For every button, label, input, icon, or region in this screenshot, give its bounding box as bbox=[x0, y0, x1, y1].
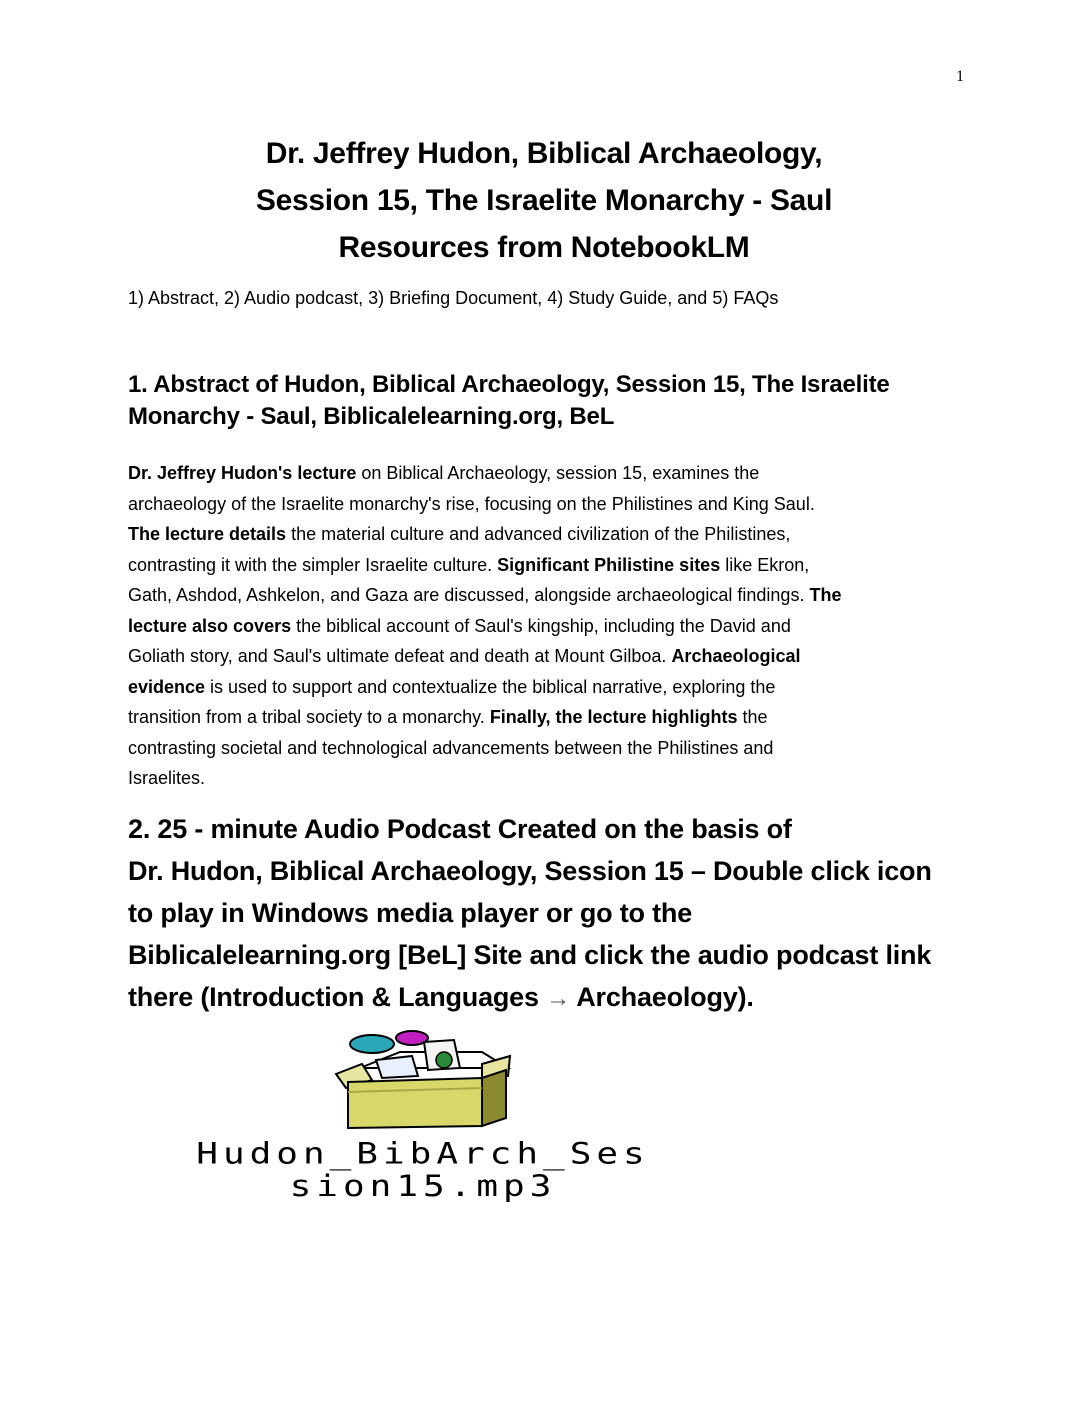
audio-file-attachment[interactable] bbox=[128, 1030, 718, 1220]
abstract-heading bbox=[128, 369, 960, 433]
heading-line: 2. 25 - minute Audio Podcast Created on the basis of bbox=[128, 814, 792, 844]
title-line: Dr. Jeffrey Hudon, Biblical Archaeology, bbox=[265, 137, 823, 170]
text-run: Goliath story, and Saul's ultimate defeat and death at Mount Gilboa. bbox=[128, 646, 672, 666]
file-name-line: sion15.mp3 bbox=[289, 1169, 557, 1204]
heading-line: 1. Abstract of Hudon, Biblical Archaeology, Session 15, The Israelite bbox=[128, 371, 890, 398]
arrow-right-icon: → bbox=[546, 985, 570, 1012]
heading-line bbox=[128, 976, 978, 1020]
file-name-line: Hudon_BibArch_Ses bbox=[196, 1137, 650, 1171]
text-run: contrasting it with the simpler Israelite culture. bbox=[128, 554, 498, 575]
text-run: Archaeology). bbox=[569, 982, 754, 1012]
heading-line: Biblicalelearning.org [BeL] Site and click the audio podcast link bbox=[128, 940, 932, 970]
page-title bbox=[128, 130, 960, 271]
text-run: the biblical account of Saul's kingship, including the David and bbox=[291, 615, 791, 636]
bold-phrase: The lecture details bbox=[128, 524, 287, 544]
text-run: is used to support and contextualize the biblical narrative, exploring the bbox=[205, 676, 776, 697]
text-run: contrasting societal and technological advancements between the Philistines and bbox=[128, 737, 774, 758]
bold-phrase: Dr. Jeffrey Hudon's lecture bbox=[128, 463, 357, 483]
bold-phrase: The bbox=[809, 585, 842, 605]
bold-phrase: Archaeological bbox=[671, 646, 801, 666]
text-run: archaeology of the Israelite monarchy's rise, focusing on the Philistines and King Saul. bbox=[128, 493, 815, 514]
heading-line: Monarchy - Saul, Biblicalelearning.org, BeL bbox=[128, 403, 615, 430]
text-run: Gath, Ashdod, Ashkelon, and Gaza are discussed, alongside archaeological findings. bbox=[128, 585, 810, 605]
heading-line: Dr. Hudon, Biblical Archaeology, Session 15 – Double click icon bbox=[128, 856, 932, 886]
bold-phrase: Finally, the lecture highlights bbox=[489, 707, 738, 727]
package-icon[interactable] bbox=[332, 1030, 512, 1130]
text-run: Israelites. bbox=[128, 768, 206, 788]
heading-line: to play in Windows media player or go to the bbox=[128, 898, 693, 928]
text-run: on Biblical Archaeology, session 15, examines the bbox=[356, 463, 760, 483]
text-run: there (Introduction & Languages bbox=[128, 982, 547, 1012]
page-number: 1 bbox=[956, 68, 964, 85]
text-run: like Ekron, bbox=[720, 554, 810, 575]
bold-phrase: evidence bbox=[128, 676, 206, 697]
title-line: Session 15, The Israelite Monarchy - Saul bbox=[255, 184, 833, 217]
text-run: the material culture and advanced civilization of the Philistines, bbox=[286, 524, 791, 544]
text-run: transition from a tribal society to a monarchy. bbox=[128, 707, 490, 727]
bold-phrase: lecture also covers bbox=[128, 615, 292, 636]
audio-file-name[interactable] bbox=[128, 1138, 718, 1204]
abstract-paragraph bbox=[128, 458, 960, 794]
resources-list: 1) Abstract, 2) Audio podcast, 3) Briefing Document, 4) Study Guide, and 5) FAQs bbox=[128, 288, 779, 308]
bold-phrase: Significant Philistine sites bbox=[497, 554, 721, 575]
podcast-heading bbox=[128, 808, 978, 1020]
text-run: the bbox=[737, 707, 768, 727]
title-line: Resources from NotebookLM bbox=[338, 231, 750, 264]
